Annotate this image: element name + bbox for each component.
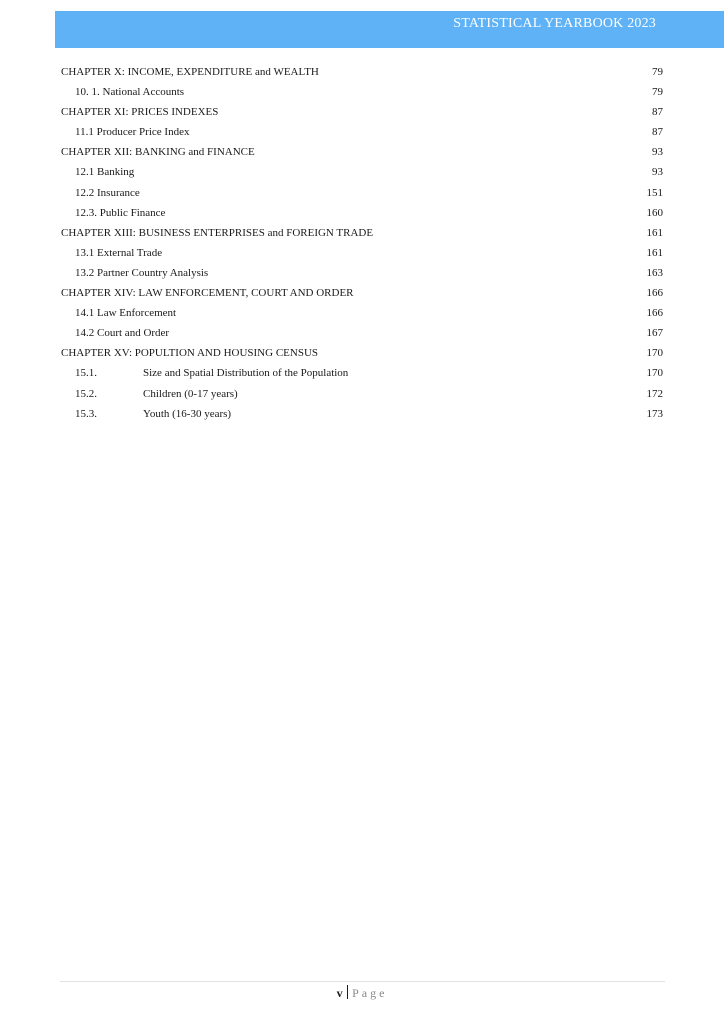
toc-section-13-1[interactable] xyxy=(61,243,664,263)
toc-label: CHAPTER XV: POPULTION AND HOUSING CENSUS xyxy=(61,347,319,360)
toc-section-12-1[interactable] xyxy=(61,162,664,182)
toc-section-12-2[interactable] xyxy=(61,183,664,203)
toc-page: 170 xyxy=(646,347,663,360)
toc-label: 13.1 External Trade xyxy=(75,246,163,259)
toc-label: 13.2 Partner Country Analysis xyxy=(75,266,209,279)
toc-page: 172 xyxy=(646,387,663,400)
toc-label: 14.1 Law Enforcement xyxy=(75,307,177,320)
toc-section-10-1[interactable] xyxy=(61,82,664,102)
footer-divider xyxy=(60,981,665,982)
toc-chapter-13[interactable] xyxy=(61,223,664,243)
toc-chapter-10[interactable] xyxy=(61,62,664,82)
toc-label: CHAPTER X: INCOME, EXPENDITURE and WEALTH xyxy=(61,66,319,78)
toc-number: 15.1. xyxy=(75,367,97,380)
toc-label: 12.3. Public Finance xyxy=(75,206,166,219)
toc-section-14-2[interactable] xyxy=(61,323,664,343)
toc-page: 79 xyxy=(652,86,663,99)
toc-page: 151 xyxy=(646,186,663,199)
toc-section-15-1[interactable] xyxy=(61,363,664,383)
toc-label: CHAPTER XII: BANKING and FINANCE xyxy=(61,146,255,159)
toc-page: 160 xyxy=(646,206,663,219)
toc-chapter-12[interactable] xyxy=(61,142,664,162)
page-footer xyxy=(0,985,724,1001)
toc-number: 15.2. xyxy=(75,387,97,400)
toc-section-15-3[interactable] xyxy=(61,404,664,424)
toc-label: 12.1 Banking xyxy=(75,166,135,179)
toc-section-13-2[interactable] xyxy=(61,263,664,283)
toc-label: 14.2 Court and Order xyxy=(75,327,170,340)
toc-page: 170 xyxy=(646,367,663,380)
toc-number: 15.3. xyxy=(75,407,97,420)
header-title: STATISTICAL YEARBOOK 2023 xyxy=(453,16,656,31)
toc-title: Children (0-17 years) xyxy=(143,387,238,400)
toc-page: 93 xyxy=(652,166,663,179)
toc-page: 166 xyxy=(646,307,663,320)
toc-chapter-15[interactable] xyxy=(61,343,664,363)
toc-title: Youth (16-30 years) xyxy=(143,407,232,420)
toc-section-15-2[interactable] xyxy=(61,384,664,404)
toc-label: 10. 1. National Accounts xyxy=(75,86,185,99)
toc-page: 87 xyxy=(652,106,663,119)
toc-page: 163 xyxy=(646,266,663,279)
toc-chapter-14[interactable] xyxy=(61,283,664,303)
toc-page: 161 xyxy=(646,226,663,239)
toc-page: 166 xyxy=(646,287,663,300)
toc-page: 161 xyxy=(646,246,663,259)
footer-page-number: v xyxy=(336,986,343,1000)
table-of-contents xyxy=(61,62,664,424)
toc-chapter-11[interactable] xyxy=(61,102,664,122)
toc-label: CHAPTER XIV: LAW ENFORCEMENT, COURT AND ORDER xyxy=(61,287,354,300)
toc-label: CHAPTER XIII: BUSINESS ENTERPRISES and FOREIGN TRADE xyxy=(61,226,374,239)
toc-page: 167 xyxy=(646,327,663,340)
toc-label: 11.1 Producer Price Index xyxy=(75,126,190,139)
toc-label: 12.2 Insurance xyxy=(75,186,140,199)
toc-page: 87 xyxy=(652,126,663,139)
toc-page: 93 xyxy=(652,146,663,159)
toc-page: 79 xyxy=(652,66,663,78)
header-bar xyxy=(55,11,724,48)
toc-section-14-1[interactable] xyxy=(61,303,664,323)
footer-separator xyxy=(347,985,349,999)
toc-section-11-1[interactable] xyxy=(61,122,664,142)
toc-section-12-3[interactable] xyxy=(61,203,664,223)
toc-page: 173 xyxy=(646,407,663,420)
toc-title: Size and Spatial Distribution of the Population xyxy=(143,367,349,380)
footer-page-word: Page xyxy=(352,986,388,1000)
toc-label: CHAPTER XI: PRICES INDEXES xyxy=(61,106,219,119)
